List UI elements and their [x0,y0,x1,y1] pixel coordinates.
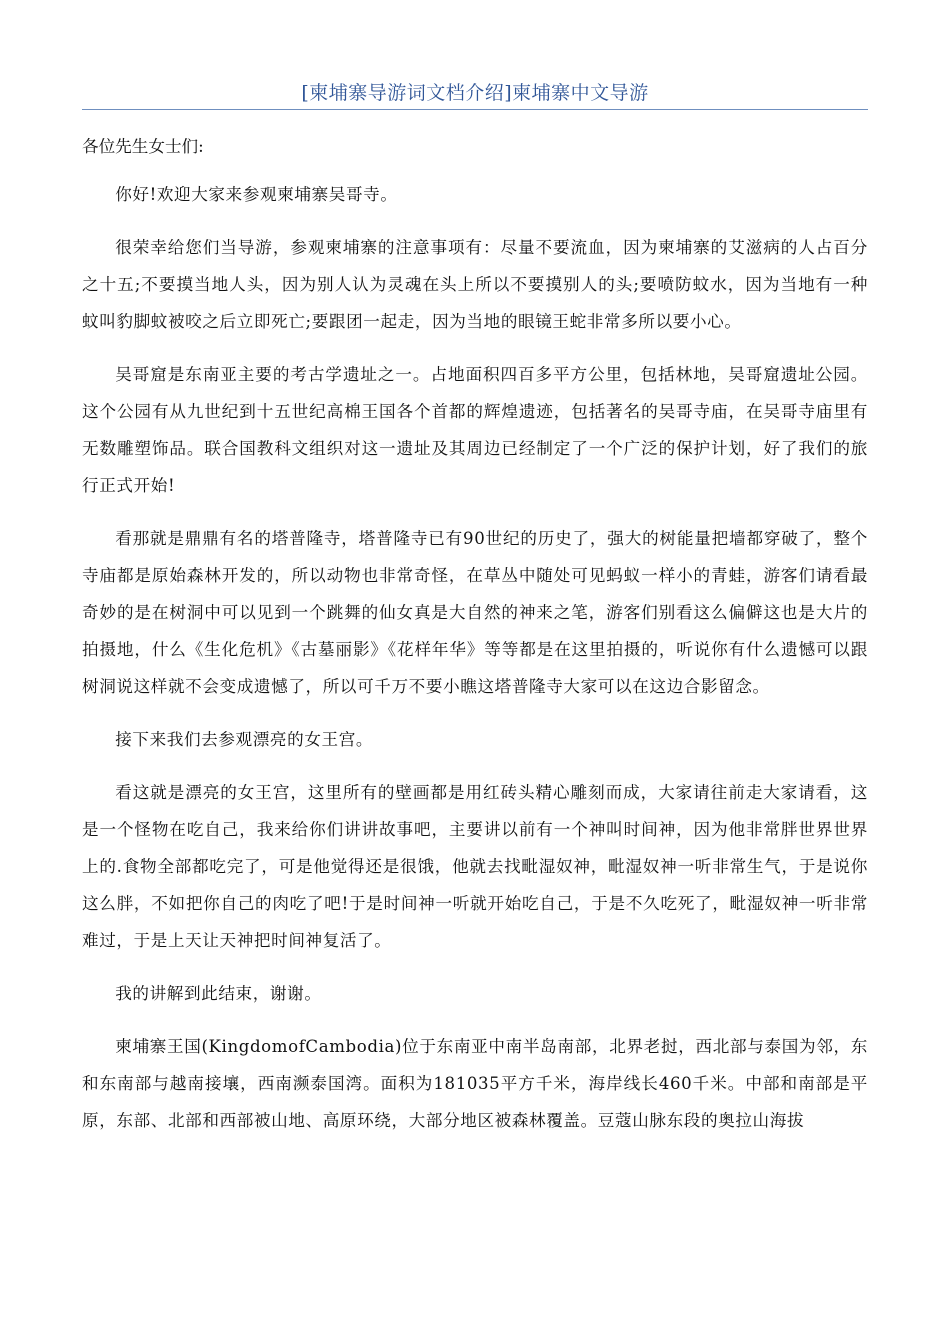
paragraph-welcome: 你好!欢迎大家来参观柬埔寨吴哥寺。 [115,185,398,204]
document-page [82,76,868,1139]
document-title: [柬埔寨导游词文档介绍]柬埔寨中文导游 [301,82,649,104]
salutation: 各位先生女士们: [82,137,204,156]
paragraph-closing: 我的讲解到此结束，谢谢。 [115,984,322,1003]
paragraph-cambodia-overview: 柬埔寨王国(KingdomofCambodia)位于东南亚中南半岛南部，北界老挝，西北部与泰国为邻，东和东南部与越南接壤，西南濒泰国湾。面积为181035平方千米，海岸线长460千米。中部和南部是平原，东部、北部和西部被山地、高原环绕，大部分地区被森林覆盖。豆蔻山脉东段的奥拉山海拔 [82,1037,868,1130]
paragraph-ta-prohm: 看那就是鼎鼎有名的塔普隆寺，塔普隆寺已有90世纪的历史了，强大的树能量把墙都穿破了，整个寺庙都是原始森林开发的，所以动物也非常奇怪，在草丛中随处可见蚂蚁一样小的青蛙，游客们请看最奇妙的是在树洞中可以见到一个跳舞的仙女真是大自然的神来之笔，游客们别看这么偏僻这也是大片的拍摄地，什么《生化危机》《古墓丽影》《花样年华》等等都是在这里拍摄的，听说你有什么遗憾可以跟树洞说这样就不会变成遗憾了，所以可千万不要小瞧这塔普隆寺大家可以在这边合影留念。 [82,529,868,696]
paragraph-next-stop: 接下来我们去参观漂亮的女王宫。 [115,730,374,749]
paragraph-precautions: 很荣幸给您们当导游，参观柬埔寨的注意事项有：尽量不要流血，因为柬埔寨的艾滋病的人占百分之十五;不要摸当地人头，因为别人认为灵魂在头上所以不要摸别人的头;要喷防蚊水，因为当地有一种蚊叫豹脚蚊被咬之后立即死亡;要跟团一起走，因为当地的眼镜王蛇非常多所以要小心。 [82,238,868,331]
paragraph-angkor-wat: 吴哥窟是东南亚主要的考古学遗址之一。占地面积四百多平方公里，包括林地，吴哥窟遗址公园。这个公园有从九世纪到十五世纪高棉王国各个首都的辉煌遗迹，包括著名的吴哥寺庙，在吴哥寺庙里有无数雕塑饰品。联合国教科文组织对这一遗址及其周边已经制定了一个广泛的保护计划，好了我们的旅行正式开始! [82,365,868,495]
paragraph-banteay-srei: 看这就是漂亮的女王宫，这里所有的壁画都是用红砖头精心雕刻而成，大家请往前走大家请看，这是一个怪物在吃自己，我来给你们讲讲故事吧，主要讲以前有一个神叫时间神，因为他非常胖世界世界上的.食物全部都吃完了，可是他觉得还是很饿，他就去找毗湿奴神，毗湿奴神一听非常生气，于是说你这么胖，不如把你自己的肉吃了吧!于是时间神一听就开始吃自己，于是不久吃死了，毗湿奴神一听非常难过，于是上天让天神把时间神复活了。 [82,783,868,950]
